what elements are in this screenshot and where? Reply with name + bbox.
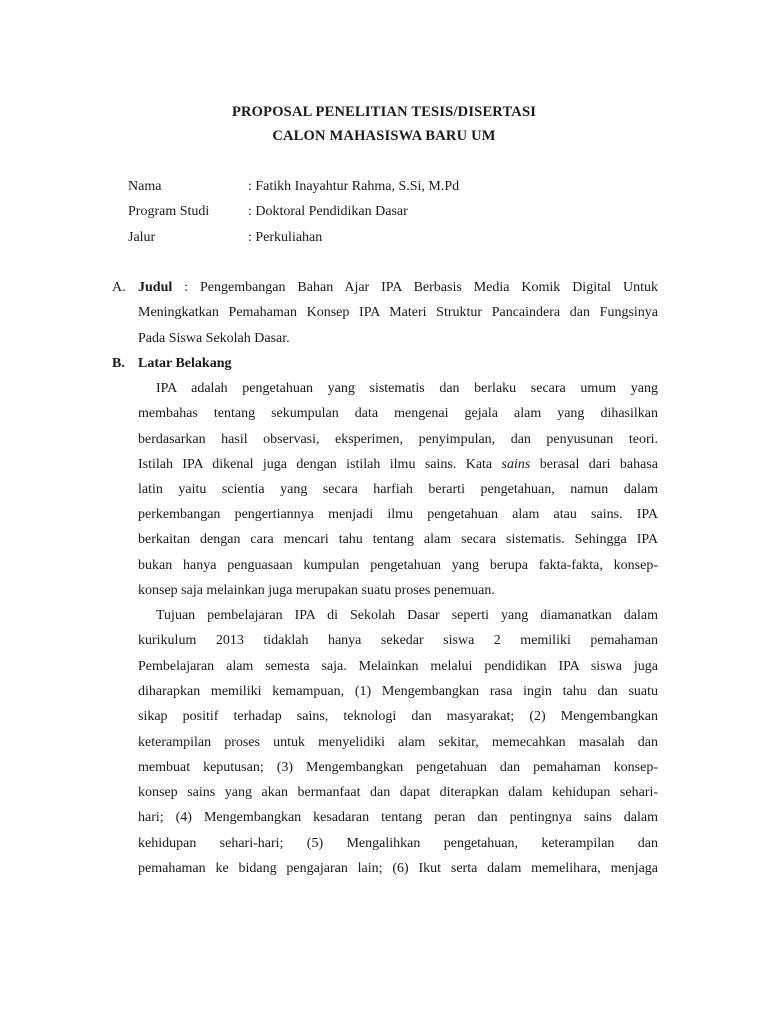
- paragraph-line: membuat keputusan; (3) Mengembangkan pengetahuan dan pemahaman konsep-: [138, 760, 658, 775]
- paragraph-line: membahas tentang sekumpulan data mengenai gejala alam yang dihasilkan: [138, 406, 658, 421]
- paragraph-line: berdasarkan hasil observasi, eksperimen, penyimpulan, dan penyusunan teori.: [138, 432, 658, 447]
- document-title-line-1: PROPOSAL PENELITIAN TESIS/DISERTASI: [231, 104, 537, 120]
- section-b-marker: B.: [112, 356, 125, 371]
- paragraph-line: IPA adalah pengetahuan yang sistematis dan berlaku secara umum yang: [156, 381, 658, 396]
- paragraph-line: latin yaitu scientia yang secara harfiah berarti pengetahuan, namun dalam: [138, 482, 658, 497]
- judul-line-1: [138, 280, 658, 296]
- paragraph-line: Tujuan pembelajaran IPA di Sekolah Dasar seperti yang diamanatkan dalam: [156, 608, 658, 623]
- info-value: : Doktoral Pendidikan Dasar: [248, 204, 408, 219]
- italic-term: sains: [501, 457, 531, 472]
- paragraph-line: hari; (4) Mengembangkan kesadaran tentang peran dan pentingnya sains dalam: [138, 810, 658, 825]
- paragraph-line: bukan hanya penguasaan kumpulan pengetahuan yang berupa fakta-fakta, konsep-: [138, 558, 658, 573]
- info-label: Jalur: [128, 230, 156, 245]
- paragraph-line: pemahaman ke bidang pengajaran lain; (6) Ikut serta dalam memelihara, menjaga: [138, 861, 658, 876]
- paragraph-line: Pembelajaran alam semesta saja. Melainkan melalui pendidikan IPA siswa juga: [138, 659, 658, 674]
- paragraph-line: konsep saja melainkan juga merupakan suatu proses penemuan.: [138, 583, 495, 598]
- paragraph-line: perkembangan pengertiannya menjadi ilmu pengetahuan alam atau sains. IPA: [138, 507, 658, 522]
- info-label: Nama: [128, 179, 162, 194]
- paragraph-line: konsep sains yang akan bermanfaat dan dapat diterapkan dalam kehidupan sehari-: [138, 785, 658, 800]
- section-a-marker: A.: [112, 280, 126, 295]
- paragraph-text: Istilah IPA dikenal juga dengan istilah ilmu sains. Kata: [138, 457, 502, 472]
- paragraph-line: keterampilan proses untuk menyelidiki alam sekitar, memecahkan masalah dan: [138, 735, 658, 750]
- paragraph-line: sikap positif terhadap sains, teknologi dan masyarakat; (2) Mengembangkan: [138, 709, 658, 724]
- judul-line-3: Pada Siswa Sekolah Dasar.: [138, 331, 290, 346]
- paragraph-line: kehidupan sehari-hari; (5) Mengalihkan pengetahuan, keterampilan dan: [138, 836, 658, 851]
- paragraph-text: berasal dari bahasa: [530, 457, 658, 472]
- paragraph-line: [138, 457, 658, 473]
- latar-belakang-heading: Latar Belakang: [138, 356, 232, 371]
- document-title-line-2: CALON MAHASISWA BARU UM: [272, 128, 496, 144]
- judul-text: : Pengembangan Bahan Ajar IPA Berbasis Media Komik Digital Untuk: [172, 280, 658, 295]
- info-value: : Perkuliahan: [248, 230, 323, 245]
- judul-line-2: Meningkatkan Pemahaman Konsep IPA Materi Struktur Pancaindera dan Fungsinya: [138, 305, 658, 320]
- judul-label: Judul: [138, 280, 173, 295]
- paragraph-line: berkaitan dengan cara mencari tahu tentang alam secara sistematis. Sehingga IPA: [138, 532, 658, 547]
- info-label: Program Studi: [128, 204, 210, 219]
- paragraph-line: kurikulum 2013 tidaklah hanya sekedar siswa 2 memiliki pemahaman: [138, 633, 658, 648]
- paragraph-line: diharapkan memiliki kemampuan, (1) Mengembangkan rasa ingin tahu dan suatu: [138, 684, 658, 699]
- info-value: : Fatikh Inayahtur Rahma, S.Si, M.Pd: [248, 179, 460, 194]
